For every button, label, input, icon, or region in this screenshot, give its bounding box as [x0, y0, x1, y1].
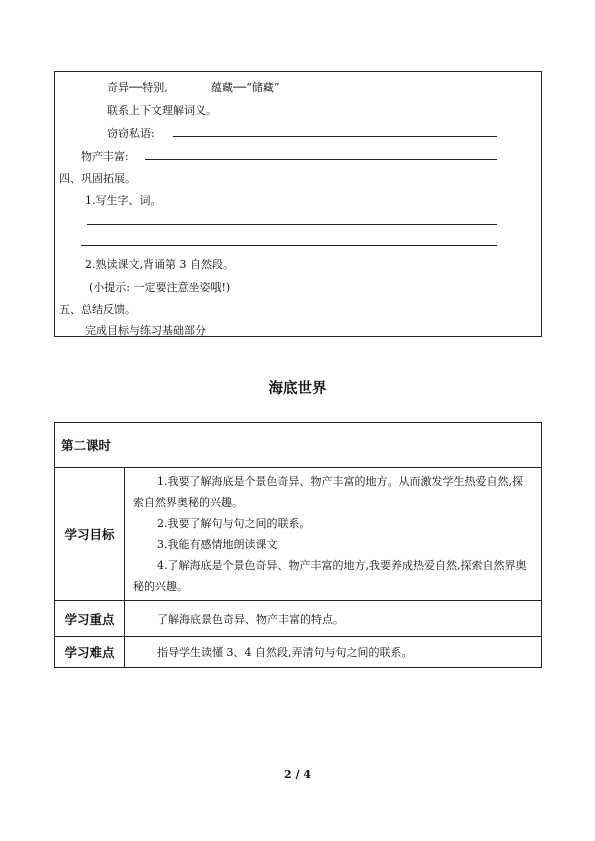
- whisper-answer-line: [173, 136, 497, 137]
- key-point-label: 学习重点: [55, 601, 125, 637]
- lesson-plan-table: [54, 422, 542, 668]
- goal-item: 3.我能有感情地朗读课文: [157, 538, 278, 551]
- goals-label: 学习目标: [55, 468, 125, 601]
- goals-cell: [125, 468, 542, 601]
- goal-item: 1.我要了解海底是个景色奇异、物产丰富的地方。从而激发学生热爱自然,探索自然界奥秘的兴趣。: [133, 475, 523, 509]
- recite-item: 2.熟读课文,背诵第 3 自然段。: [85, 258, 234, 271]
- lesson-title: 海底世界: [268, 381, 327, 397]
- difficulty-label: 学习难点: [55, 637, 125, 668]
- abundant-label: 物产丰富:: [81, 150, 129, 163]
- period-heading: 第二课时: [55, 423, 542, 468]
- previous-lesson-box: [54, 71, 542, 337]
- vocab-line-1a: 奇异──特别,: [107, 81, 168, 94]
- write-words-item: 1.写生字、词。: [85, 194, 162, 207]
- whisper-label: 窃窃私语:: [107, 127, 155, 140]
- context-instruction: 联系上下文理解词义。: [107, 104, 217, 117]
- section-five-heading: 五、总结反馈。: [59, 303, 136, 316]
- page-number: 2 / 4: [284, 768, 311, 781]
- goal-item: 2.我要了解句与句之间的联系。: [157, 517, 311, 530]
- summary-item: 完成目标与练习基础部分: [85, 324, 206, 337]
- vocab-line-1b: 蕴藏──“储藏”: [211, 81, 280, 94]
- abundant-answer-line: [145, 159, 497, 160]
- posture-tip: (小提示: 一定要注意坐姿哦!): [89, 281, 231, 294]
- writing-line-2: [81, 245, 497, 246]
- writing-line-1: [87, 224, 497, 225]
- difficulty-text: 指导学生读懂 3、4 自然段,弄清句与句之间的联系。: [125, 637, 542, 668]
- section-four-heading: 四、巩固拓展。: [59, 172, 136, 185]
- goal-item: 4.了解海底是个景色奇异、物产丰富的地方,我要养成热爱自然,探索自然界奥秘的兴趣。: [133, 559, 527, 593]
- key-point-text: 了解海底景色奇异、物产丰富的特点。: [125, 601, 542, 637]
